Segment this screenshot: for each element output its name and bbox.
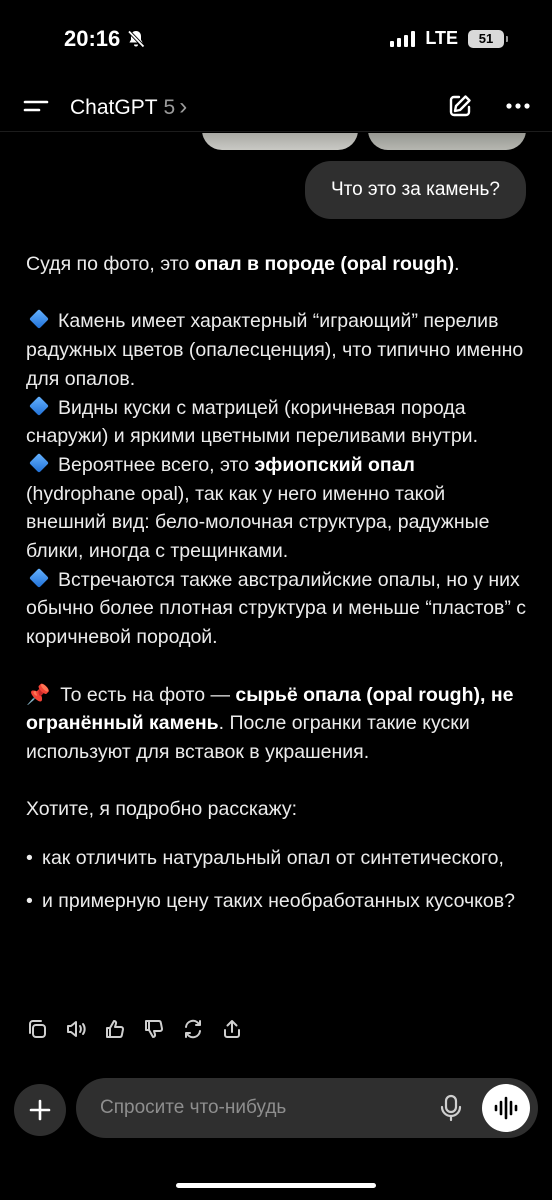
- answer-intro: Судя по фото, это опал в породе (opal rough).: [26, 253, 460, 275]
- app-title: ChatGPT: [70, 96, 158, 119]
- sidebar-menu-icon[interactable]: [22, 94, 52, 118]
- new-chat-icon[interactable]: [446, 92, 474, 120]
- copy-icon[interactable]: [26, 1018, 48, 1040]
- attached-photo-thumbnail[interactable]: [368, 133, 526, 150]
- bell-muted-icon: [126, 29, 146, 49]
- regenerate-icon[interactable]: [182, 1018, 204, 1040]
- status-indicators: [390, 28, 504, 49]
- voice-mode-button[interactable]: [482, 1084, 530, 1132]
- thumbs-up-icon[interactable]: [104, 1018, 126, 1040]
- attached-photo-thumbnail[interactable]: [202, 133, 358, 150]
- thumbs-down-icon[interactable]: [143, 1018, 165, 1040]
- more-options-icon[interactable]: [504, 92, 532, 120]
- answer-question: Хотите, я подробно расскажу:: [26, 798, 298, 821]
- plus-icon: [28, 1098, 52, 1122]
- blue-diamond-icon: [29, 453, 49, 473]
- user-message: Что это за камень?: [305, 161, 526, 219]
- waveform-icon: [493, 1096, 519, 1120]
- list-item: • как отличить натуральный опал от синтетического,: [26, 844, 528, 873]
- message-input[interactable]: [100, 1092, 430, 1124]
- microphone-icon[interactable]: [438, 1094, 464, 1122]
- model-selector[interactable]: [70, 93, 187, 121]
- blue-diamond-icon: [29, 396, 49, 416]
- signal-icon: [390, 31, 415, 47]
- share-icon[interactable]: [221, 1018, 243, 1040]
- attach-button[interactable]: [14, 1084, 66, 1136]
- answer-point: Камень имеет характерный “играющий” перелив радужных цветов (опалесценция), что типично именно для опалов.: [26, 310, 524, 390]
- blue-diamond-icon: [29, 309, 49, 329]
- status-bar: [0, 0, 552, 80]
- answer-point: Вероятнее всего, это эфиопский опал (hydrophane opal), так как у него именно такой внешний вид: бело-молочная структура, радужные блики, иногда с трещинками.: [26, 453, 490, 563]
- message-actions: [26, 1018, 243, 1040]
- model-version: 5: [163, 96, 176, 119]
- pushpin-icon: 📌: [26, 683, 51, 706]
- composer: [0, 1078, 552, 1142]
- answer-bullets: [26, 844, 528, 915]
- chat-thread[interactable]: [0, 133, 552, 1073]
- status-time: [64, 26, 146, 52]
- home-indicator[interactable]: [176, 1183, 376, 1188]
- assistant-message: [26, 250, 528, 929]
- blue-diamond-icon: [29, 568, 49, 588]
- clock: 20:16: [64, 26, 121, 51]
- nav-bar: [0, 80, 552, 132]
- battery-icon: [468, 30, 504, 48]
- network-type: LTE: [425, 28, 458, 48]
- answer-point: Видны куски с матрицей (коричневая порода снаружи) и яркими цветными переливами внутри.: [26, 396, 478, 448]
- answer-summary: 📌 То есть на фото — сырьё опала (opal rough), не огранённый камень. После огранки такие куски используют для вставок в украшения.: [26, 681, 528, 767]
- message-input-container: [76, 1078, 538, 1138]
- chevron-right-icon: ›: [179, 93, 188, 120]
- list-item: • и примерную цену таких необработанных кусочков?: [26, 887, 528, 916]
- answer-point: Встречаются также австралийские опалы, но у них обычно более плотная структура и меньше “пластов” с коричневой породой.: [26, 568, 526, 649]
- read-aloud-icon[interactable]: [65, 1018, 87, 1040]
- battery-level: 51: [478, 31, 494, 46]
